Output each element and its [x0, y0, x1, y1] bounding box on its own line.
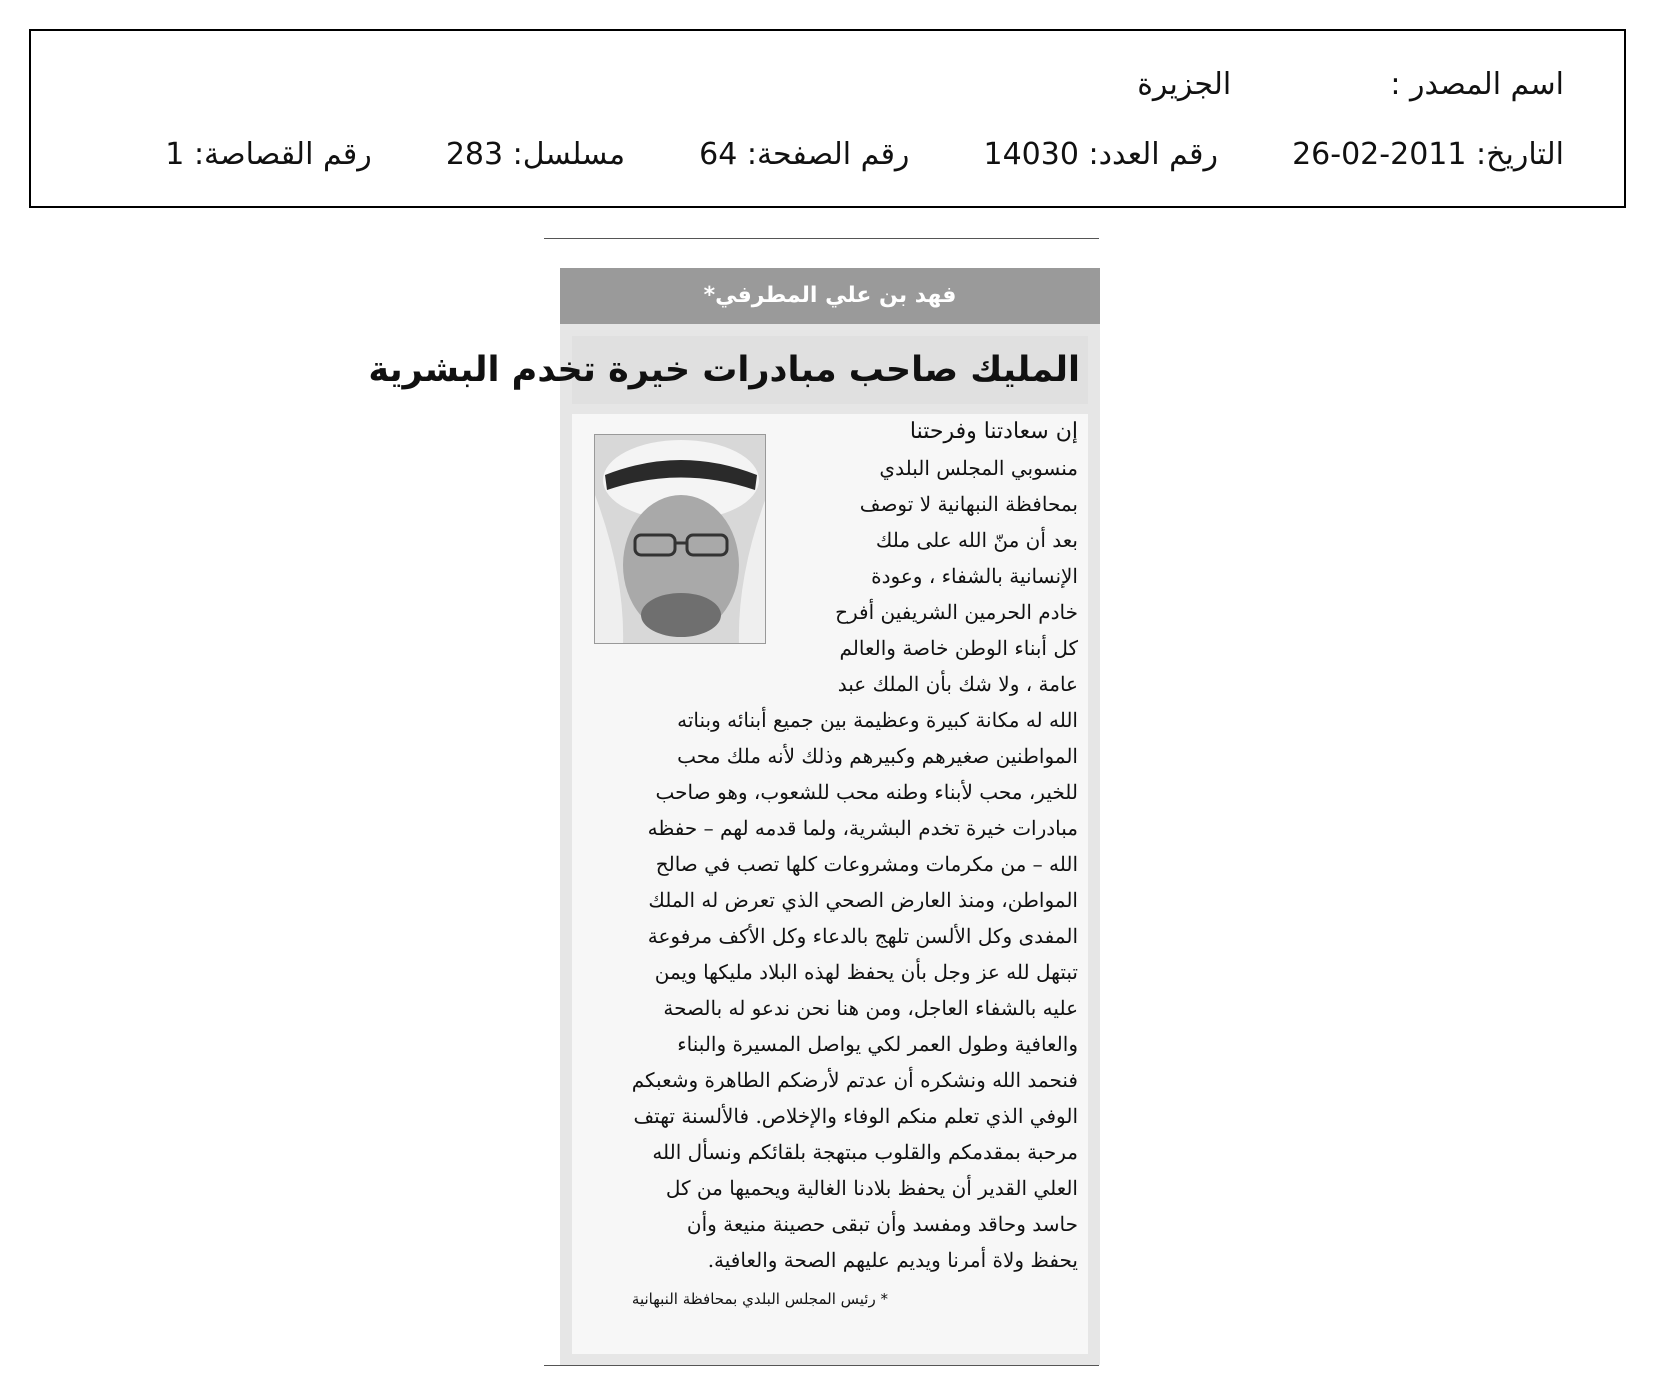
newspaper-clipping — [368, 268, 1100, 1365]
body-line: فنحمد الله ونشكره أن عدتم لأرضكم الطاهرة وشعبكم — [631, 1068, 1078, 1092]
page-value: 64 — [699, 137, 738, 172]
clip-value: 1 — [165, 137, 185, 172]
body-line: المواطن، ومنذ العارض الصحي الذي تعرض له الملك — [648, 888, 1078, 912]
clip-label: رقم القصاصة: — [193, 137, 372, 172]
date-value: 2011-02-26 — [1292, 137, 1467, 172]
body-line: بمحافظة النبهانية لا توصف — [859, 492, 1078, 516]
body-line: بعد أن منّ الله على ملك — [875, 528, 1078, 552]
author-bar — [560, 268, 1100, 324]
author-photo — [594, 434, 766, 644]
clip-bottom-divider — [544, 1365, 1099, 1366]
body-line: الله – من مكرمات ومشروعات كلها تصب في صالح — [655, 852, 1078, 876]
details-line — [165, 135, 1564, 175]
issue-value: 14030 — [983, 137, 1079, 172]
article-headline: المليك صاحب مبادرات خيرة تخدم البشرية — [368, 350, 1080, 390]
source-label: اسم المصدر : — [1390, 67, 1564, 102]
body-line: مرحبة بمقدمكم والقلوب مبتهجة بلقائكم ونسأل الله — [652, 1140, 1078, 1164]
body-line: الله له مكانة كبيرة وعظيمة بين جميع أبنائه وبناته — [677, 708, 1078, 732]
body-line: كل أبناء الوطن خاصة والعالم — [839, 636, 1078, 660]
source-line — [1137, 65, 1564, 105]
body-line: تبتهل لله عز وجل بأن يحفظ لهذه البلاد مليكها ويمن — [654, 960, 1078, 984]
serial-label: مسلسل: — [512, 137, 626, 172]
body-line: منسوبي المجلس البلدي — [879, 456, 1078, 480]
article-body — [572, 414, 1088, 1354]
clip-top-divider — [544, 238, 1099, 239]
body-line: خادم الحرمين الشريفين أفرح — [835, 600, 1078, 624]
page-label: رقم الصفحة: — [746, 137, 910, 172]
body-line: الوفي الذي تعلم منكم الوفاء والإخلاص. فالألسنة تهتف — [633, 1104, 1078, 1128]
body-line: عليه بالشفاء العاجل، ومن هنا نحن ندعو له بالصحة — [663, 996, 1078, 1020]
body-line: العلي القدير أن يحفظ بلادنا الغالية ويحميها من كل — [665, 1176, 1078, 1200]
issue-label: رقم العدد: — [1088, 137, 1218, 172]
author-footnote: * رئيس المجلس البلدي بمحافظة النبهانية — [631, 1290, 888, 1308]
headline-band — [368, 336, 1088, 404]
serial-value: 283 — [445, 137, 504, 172]
body-line: المواطنين صغيرهم وكبيرهم وذلك لأنه ملك محب — [677, 744, 1078, 768]
clipping-metadata-box — [29, 29, 1626, 208]
body-line: عامة ، ولا شك بأن الملك عبد — [837, 672, 1078, 696]
source-value: الجزيرة — [1137, 67, 1232, 102]
body-line: المفدى وكل الألسن تلهج بالدعاء وكل الأكف مرفوعة — [647, 924, 1078, 948]
body-line: حاسد وحاقد ومفسد وأن تبقى حصينة منيعة وأن — [686, 1212, 1078, 1236]
body-line: مبادرات خيرة تخدم البشرية، ولما قدمه لهم – حفظه — [647, 816, 1078, 840]
body-line: يحفظ ولاة أمرنا ويديم عليهم الصحة والعافية. — [707, 1248, 1078, 1272]
date-label: التاريخ: — [1476, 137, 1564, 172]
body-line: والعافية وطول العمر لكي يواصل المسيرة والبناء — [677, 1032, 1078, 1056]
author-portrait-icon — [595, 435, 766, 644]
body-line: الإنسانية بالشفاء ، وعودة — [871, 564, 1078, 588]
author-name: فهد بن علي المطرفي* — [703, 283, 957, 308]
body-line: للخير، محب لأبناء وطنه محب للشعوب، وهو صاحب — [655, 780, 1078, 804]
body-line: إن سعادتنا وفرحتنا — [909, 419, 1078, 444]
